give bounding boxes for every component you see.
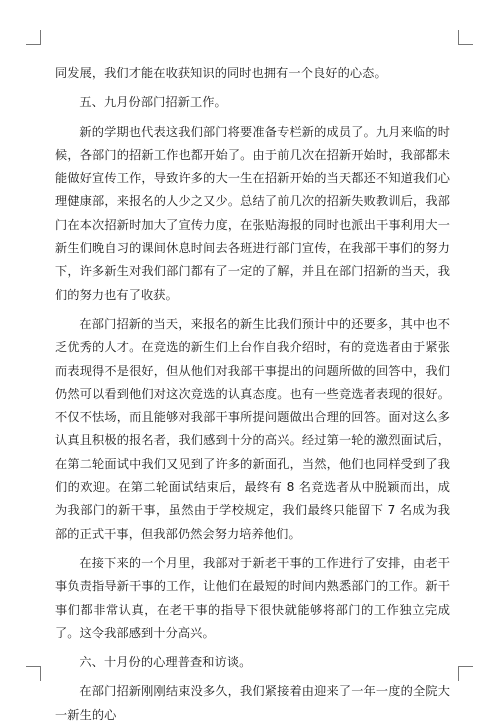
- page-corner-mark-bottom-right: [458, 666, 473, 681]
- paragraph-following-month: 在接下来的一个月里，我部对于新老干事的工作进行了安排，由老干事负责指导新干事的工作，让他们在最短的时间内熟悉部门的工作。新干事们都非常认真，在老干事的指导下很快就能够将部门的工作独立完成了。这令我部感到十分高兴。: [55, 555, 450, 640]
- page-corner-mark-bottom-left: [26, 666, 41, 681]
- paragraph-survey-start: 在部门招新刚刚结束没多久，我们紧接着由迎来了一年一度的全院大一新生的心: [55, 684, 450, 722]
- section-heading-september: 五、九月份部门招新工作。: [79, 95, 227, 110]
- page-corner-mark-top-left: [26, 30, 41, 45]
- document-body: [55, 62, 450, 727]
- section-heading-october: 六、十月份的心理普查和访谈。: [79, 655, 252, 670]
- paragraph-recruitment-day: 在部门招新的当天，来报名的新生比我们预计中的还要多，其中也不乏优秀的人才。在竞选的新生们上台作自我介绍时，有的竞选者由于紧张而表现得不是很好，但从他们对我部干事提出的问题所做的回答中，我们仍然可以看到他们对这次竞选的认真态度。也有一些竞选者表现的很好。不仅不怯场，而且能够对我部干事所提问题做出合理的回答。面对这么多认真且积极的报名者，我们感到十分的高兴。经过第一轮的激烈面试后，在第二轮面试中我们又见到了许多的新面孔，当然，他们也同样受到了我们的欢迎。在第二轮面试结束后，最终有 8 名竞选者从中脱颖而出，成为我部门的新干事，虽然由于学校规定，我们最终只能留下 7 名成为我部的正式干事，但我部仍然会努力培养他们。: [55, 316, 450, 541]
- page-corner-mark-top-right: [458, 30, 473, 45]
- paragraph-continuation: 同发展，我们才能在收获知识的同时也拥有一个良好的心态。: [55, 66, 387, 80]
- paragraph-recruitment-publicity: 新的学期也代表这我们部门将要准备专栏新的成员了。九月来临的时候，各部门的招新工作也都开始了。由于前几次在招新开始时，我部都未能做好宣传工作，导致许多的大一生在招新开始的当天都还不知道我们心理健康部，来报名的人少之又少。总结了前几次的招新失败教训后，我部门在本次招新时加大了宣传力度，在张贴海报的同时也派出干事利用大一新生们晚自习的课间休息时间去各班进行部门宣传，在我部干事们的努力下，许多新生对我们部门都有了一定的了解，并且在部门招新的当天，我们的努力也有了收获。: [55, 124, 450, 302]
